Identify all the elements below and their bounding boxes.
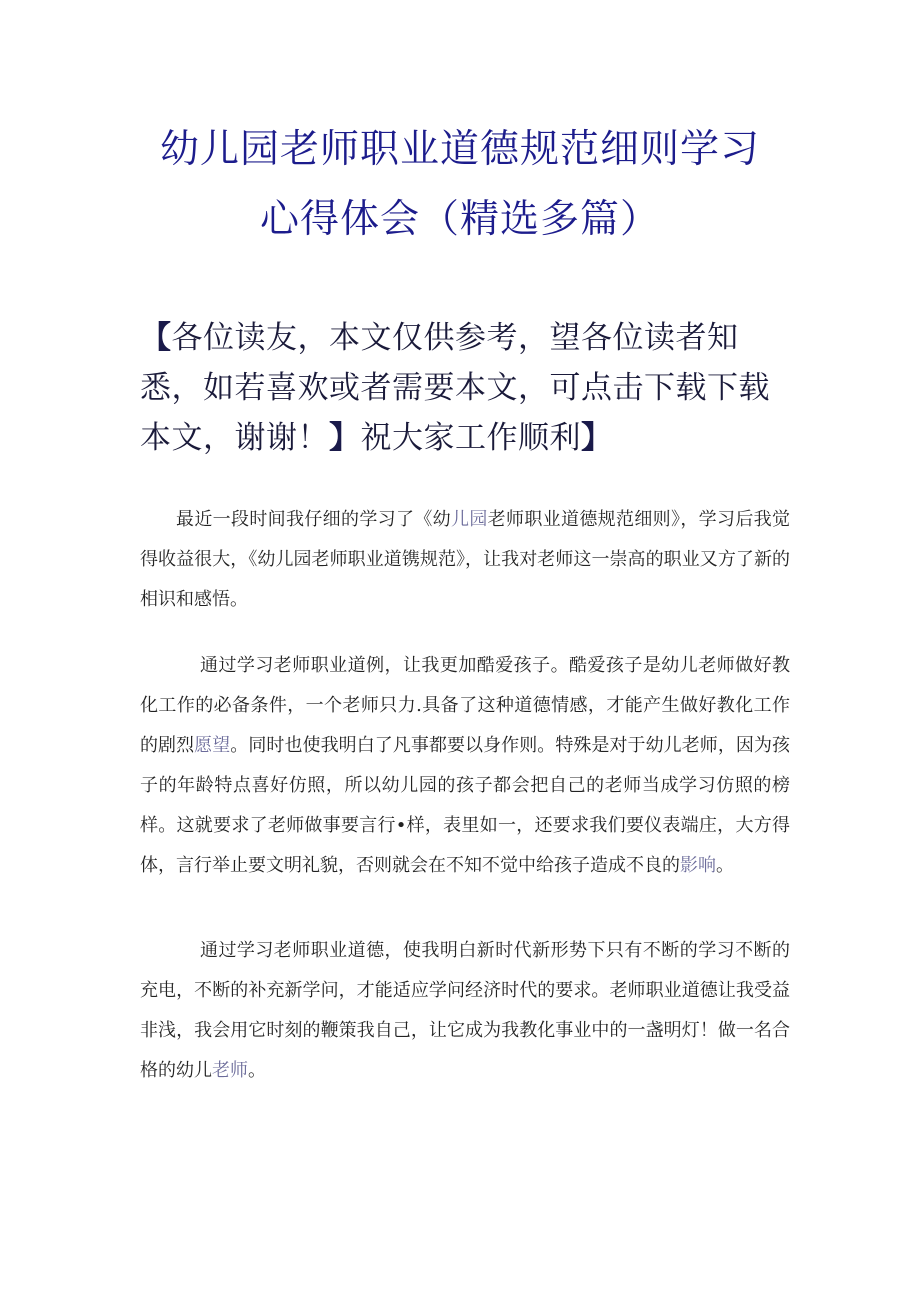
paragraph-3 [140, 931, 790, 1091]
paragraph-3-text-a: 通过学习老师职业道德，使我明白新时代新形势下只有不断的学习不断的充电，不断的补充新学问，才能适应学问经济时代的要求。老师职业道德让我受益非浅，我会用它时刻的鞭策我自己，让它成为我教化事业中的一盏明灯！做一名合格的幼儿 [140, 940, 790, 1081]
notice-close-bracket-1: 】 [329, 420, 361, 456]
document-title-line-2: 心得体会（精选多篇） [259, 197, 660, 242]
paragraph-1 [140, 500, 790, 620]
notice-text-a: 各位读友，本文仅供参考，望各位读者知悉，如若喜欢或者需要本文，可点击下载下载本文，谢谢！ [140, 320, 770, 456]
paragraph-2 [140, 646, 790, 886]
notice-close-bracket-2: 】 [581, 420, 613, 456]
paragraph-2-text-b: 。同时也使我明白了凡事都要以身作则。特殊是对于幼儿老师，因为孩子的年龄特点喜好仿照，所以幼儿园的孩子都会把自己的老师当成学习仿照的榜样。这就要求了老师做事要言行•样，表里如一，还要求我们要仪表端庄，大方得体，言行举止要文明礼貌，否则就会在不知不觉中给孩子造成不良的 [140, 735, 791, 876]
notice-open-bracket: 【 [140, 320, 172, 356]
notice-text-b: 祝大家工作顺利 [360, 420, 581, 456]
paragraph-3-faint-1: 老师 [212, 1060, 248, 1081]
paragraph-2-text-a: 通过学习老师职业道例，让我更加酷爱孩子。酷爱孩子是幼儿老师做好教化工作的必备条件，一个老师只力.具备了这种道德情感，才能产生做好教化工作的剧烈 [140, 655, 790, 756]
paragraph-2-faint-1: 愿望 [194, 735, 231, 756]
paragraph-2-text-c: 。 [716, 855, 734, 876]
document-title-line-1: 幼儿园老师职业道德规范细则学习 [159, 127, 760, 172]
paragraph-3-text-b: 。 [248, 1060, 266, 1081]
paragraph-1-faint-1: 儿园 [451, 509, 488, 530]
paragraph-1-text-a: 最近一段时间我仔细的学习了《幼 [176, 509, 451, 530]
paragraph-1-text-b: 老师职业道德规范细则》，学习后我觉得收益很大，《幼儿园老师职业道镌规范》，让我对老师这一崇高的职业又方了新的相识和感悟。 [140, 509, 791, 610]
reader-notice [140, 313, 800, 463]
paragraph-2-faint-2: 影响 [680, 855, 716, 876]
